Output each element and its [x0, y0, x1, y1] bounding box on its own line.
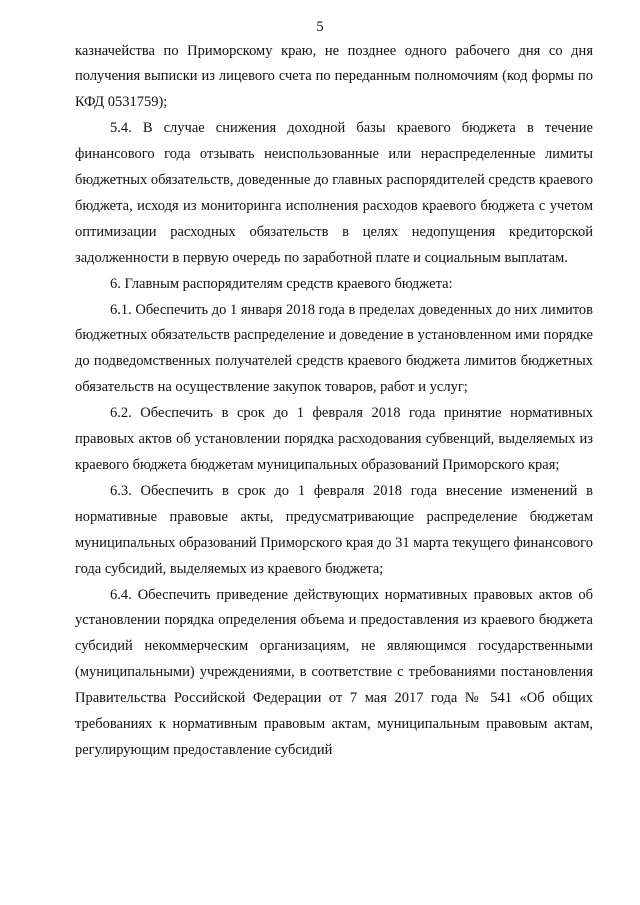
- paragraph-6-3: 6.3. Обеспечить в срок до 1 февраля 2018 года внесение изменений в нормативные правовые акты, предусматривающие распределение бюджетам муниципальных образований Приморского края до 31 марта текущего финансового года субсидий, выделяемых из краевого бюджета;: [75, 482, 593, 577]
- page-number: 5: [316, 19, 324, 35]
- paragraph-continuation: казначейства по Приморскому краю, не позднее одного рабочего дня со дня получения выписки из лицевого счета по переданным полномочиям (код формы по КФД 0531759);: [75, 42, 593, 111]
- paragraph-6-heading: 6. Главным распорядителям средств краевого бюджета:: [110, 275, 453, 292]
- paragraph-6-4: 6.4. Обеспечить приведение действующих нормативных правовых актов об установлении порядка определения объема и предоставления из краевого бюджета субсидий некоммерческим организациям, не являющимся государственными (муниципальными) учреждениями, в соответствие с требованиями постановления Правительства Российской Федерации от 7 мая 2017 года № 541 «Об общих требованиях к нормативным правовым актам, муниципальным правовым актам, регулирующим предоставление субсидий: [75, 586, 593, 758]
- document-body: [75, 39, 593, 764]
- paragraph-6-1: 6.1. Обеспечить до 1 января 2018 года в пределах доведенных до них лимитов бюджетных обязательств распределение и доведение в установленном ими порядке до подведомственных получателей средств краевого бюджета лимитов бюджетных обязательств на осуществление закупок товаров, работ и услуг;: [75, 301, 593, 396]
- paragraph-6-2: 6.2. Обеспечить в срок до 1 февраля 2018 года принятие нормативных правовых актов об установлении порядка расходования субвенций, выделяемых из краевого бюджета бюджетам муниципальных образований Приморского края;: [75, 405, 593, 473]
- paragraph-5-4: 5.4. В случае снижения доходной базы краевого бюджета в течение финансового года отзывать неиспользованные или нераспределенные лимиты бюджетных обязательств, доведенные до главных распорядителей средств краевого бюджета, исходя из мониторинга исполнения расходов краевого бюджета с учетом оптимизации расходных обязательств в целях недопущения кредиторской задолженности в первую очередь по заработной плате и социальным выплатам.: [75, 120, 593, 266]
